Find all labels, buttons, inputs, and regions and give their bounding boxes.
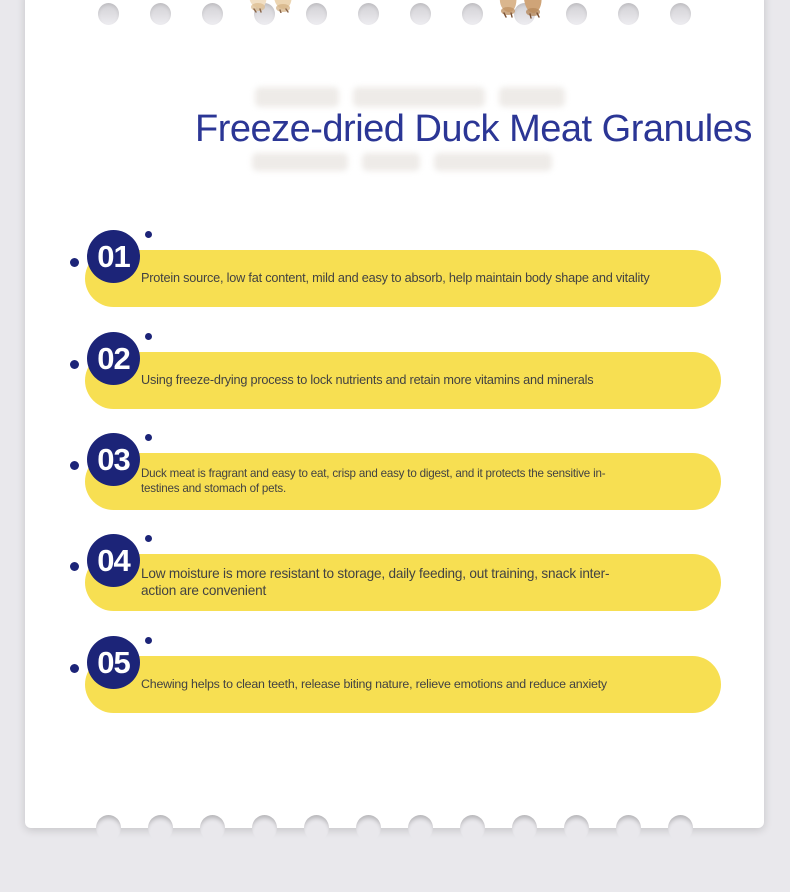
- feature-text: Low moisture is more resistant to storage, daily feeding, out training, snack inter- action are convenient: [141, 566, 610, 598]
- feature-banner: [85, 250, 721, 307]
- feature-text: Duck meat is fragrant and easy to eat, crisp and easy to digest, and it protects the sensitive in- testines and stomach of pets.: [141, 467, 606, 495]
- pet-paws-icon: [243, 0, 303, 13]
- bullet-dot: [70, 562, 79, 571]
- perforation-hole: [670, 3, 691, 25]
- feature-text: Chewing helps to clean teeth, release biting nature, relieve emotions and reduce anxiety: [141, 676, 607, 691]
- feature-banner: [85, 554, 721, 611]
- number-badge: 01: [87, 230, 140, 283]
- faint-watermark-text: [252, 153, 552, 171]
- perforation-hole: [462, 3, 483, 25]
- feature-row: [25, 441, 764, 510]
- feature-banner: [85, 352, 721, 409]
- feature-banner: [85, 656, 721, 713]
- bullet-dot: [70, 461, 79, 470]
- torn-edge-notch: [668, 815, 693, 841]
- accent-dot: [145, 333, 152, 340]
- perforation-hole: [202, 3, 223, 25]
- number-badge: 05: [87, 636, 140, 689]
- torn-edge-notch: [356, 815, 381, 841]
- perforation-hole: [306, 3, 327, 25]
- torn-edge-notch: [460, 815, 485, 841]
- accent-dot: [145, 535, 152, 542]
- torn-edge-notch: [252, 815, 277, 841]
- feature-row: [25, 644, 764, 713]
- torn-edge-notch: [564, 815, 589, 841]
- perforated-sheet: [25, 0, 764, 828]
- faint-watermark-text: [255, 87, 565, 107]
- accent-dot: [145, 434, 152, 441]
- number-badge: 02: [87, 332, 140, 385]
- feature-text: Protein source, low fat content, mild and easy to absorb, help maintain body shape and vitality: [141, 270, 650, 285]
- feature-row: [25, 340, 764, 409]
- perforation-hole: [150, 3, 171, 25]
- torn-edge-notch: [304, 815, 329, 841]
- accent-dot: [145, 231, 152, 238]
- torn-edge-notch: [408, 815, 433, 841]
- number-badge: 04: [87, 534, 140, 587]
- perforation-hole: [566, 3, 587, 25]
- torn-edge-notch: [148, 815, 173, 841]
- feature-text: Using freeze-drying process to lock nutrients and retain more vitamins and minerals: [141, 372, 594, 387]
- perforation-hole: [410, 3, 431, 25]
- bullet-dot: [70, 360, 79, 369]
- perforation-hole: [358, 3, 379, 25]
- perforation-hole: [98, 3, 119, 25]
- page-title: Freeze-dried Duck Meat Granules: [195, 108, 752, 150]
- feature-row: [25, 238, 764, 307]
- number-badge: 03: [87, 433, 140, 486]
- torn-edge-notch: [512, 815, 537, 841]
- torn-edge-notch: [96, 815, 121, 841]
- perforation-hole: [618, 3, 639, 25]
- pet-paws-icon: [492, 0, 552, 19]
- torn-edge-notch: [616, 815, 641, 841]
- feature-banner: [85, 453, 721, 510]
- torn-edge-notch: [200, 815, 225, 841]
- bullet-dot: [70, 664, 79, 673]
- feature-row: [25, 542, 764, 611]
- bullet-dot: [70, 258, 79, 267]
- accent-dot: [145, 637, 152, 644]
